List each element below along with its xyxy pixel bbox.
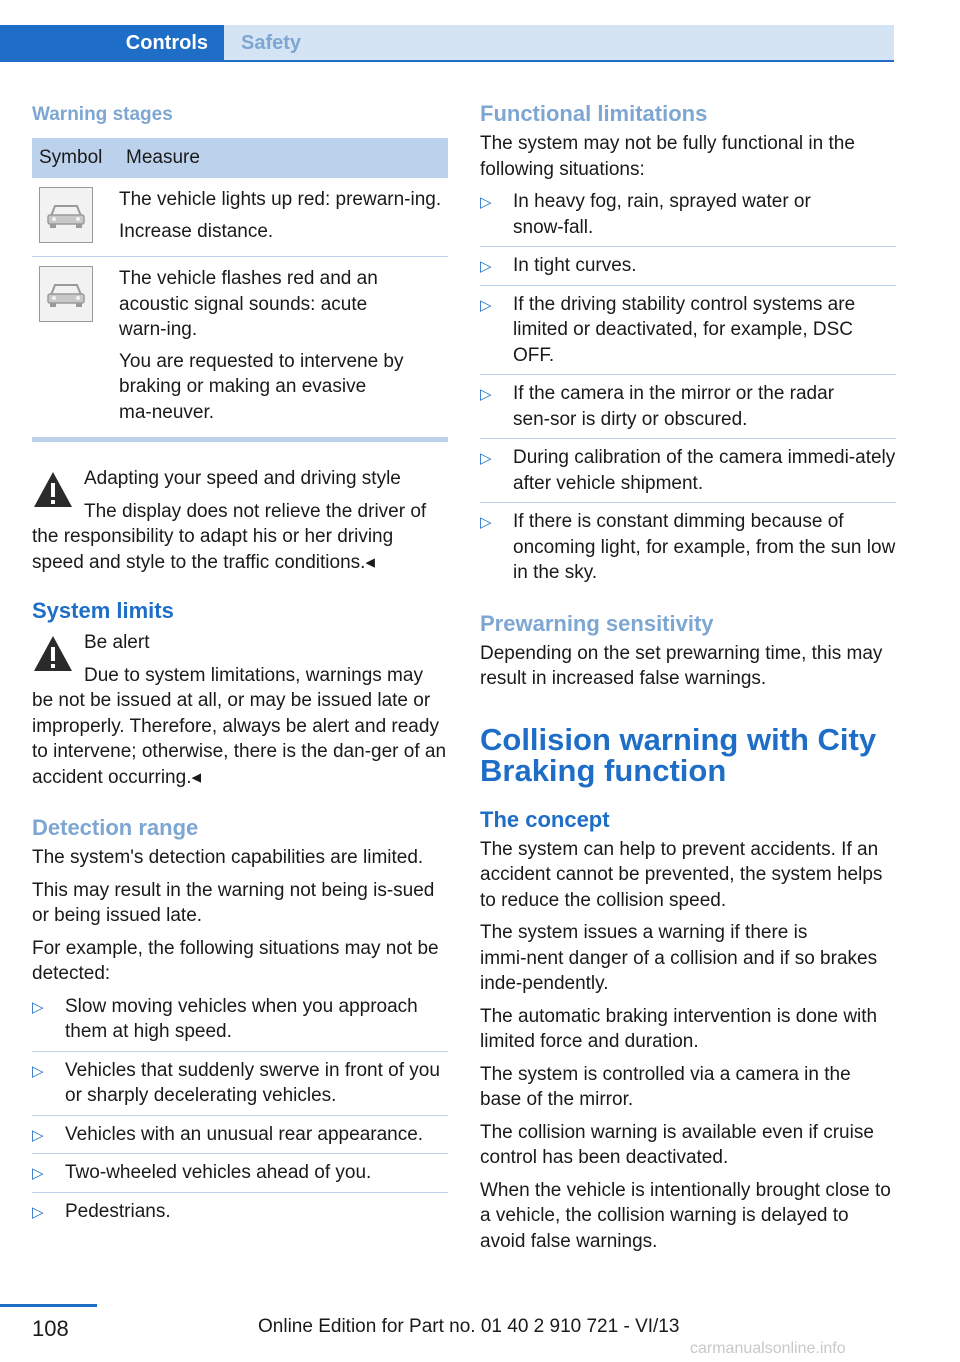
warning-body-alert: Due to system limitations, warnings may be not be issued at all, or may be issued late or improperly. Therefore, always be alert and ready to intervene; otherwise, there is the dan‑ger of an accident occurring.◂ [32,664,447,788]
collision-warning-title: Collision warning with City Braking function [480,721,877,788]
page-header [0,0,960,62]
row2-line2: You are requested to intervene by braking or making an evasive ma‑neuver. [119,350,404,423]
page-number: 108 [32,1316,69,1341]
list-item: ▷ Pedestrians. [32,1199,448,1231]
triangle-bullet-icon: ▷ [480,194,492,211]
warning-note-speed [32,466,448,575]
triangle-bullet-icon: ▷ [32,1165,44,1182]
table-row [32,178,448,257]
left-column [32,100,448,1236]
watermark: carmanualsonline.info [690,1340,846,1357]
warning-triangle-icon [32,469,74,511]
prewarning-body: Depending on the set prewarning time, this may result in increased false warnings. [480,642,883,689]
table-row [32,257,448,438]
list-item: ▷ Vehicles that suddenly swerve in front of you or sharply decelerating vehicles. [32,1058,448,1116]
warning-stages-table [32,138,448,438]
concept-paragraph: The collision warning is available even if cruise control has been deactivated. [480,1121,874,1168]
warning-body-speed: The display does not relieve the driver of the responsibility to adapt his or her driving speed and style to the traffic conditions.◂ [32,500,427,573]
warning-triangle-icon [32,633,74,675]
triangle-bullet-icon: ▷ [32,1062,44,1080]
list-item: ▷ Vehicles with an unusual rear appearance. [32,1122,448,1155]
list-item: ▷ If the camera in the mirror or the radar sen‑sor is dirty or obscured. [480,381,896,439]
functional-intro: The system may not be fully functional in the following situations: [480,133,855,180]
header-rule [0,60,894,62]
table-header-symbol: Symbol [32,138,119,178]
warning-note-alert [32,630,448,790]
detection-range-title: Detection range [32,815,199,840]
list-item: ▷ Two-wheeled vehicles ahead of you. [32,1160,448,1193]
list-item: ▷ In tight curves. [480,253,896,286]
car-warning-icon [39,187,93,243]
detection-paragraph: This may result in the warning not being is‑sued or being issued late. [32,879,435,926]
triangle-bullet-icon: ▷ [32,1126,44,1144]
prewarning-sensitivity-title: Prewarning sensitivity [480,610,714,636]
triangle-bullet-icon: ▷ [480,386,492,403]
list-item: ▷ If there is constant dimming because of oncoming light, for example, from the sun low in the sky. [480,511,896,583]
list-item: ▷ In heavy fog, rain, sprayed water or snow‑fall. [480,189,896,247]
warning-stages-title: Warning stages [32,104,173,125]
concept-paragraph: When the vehicle is intentionally brought close to a vehicle, the collision warning is delayed to avoid false warnings. [480,1179,891,1252]
concept-title: The concept [480,806,610,832]
list-item: ▷ If the driving stability control systems are limited or deactivated, for example, DSC OFF. [480,292,896,376]
triangle-bullet-icon: ▷ [32,1203,44,1221]
functional-list [480,189,896,592]
warning-title-alert: Be alert [84,632,150,653]
footer-rule [0,1304,97,1307]
triangle-bullet-icon: ▷ [32,998,44,1016]
detection-list [32,994,448,1231]
table-header-measure: Measure [119,138,448,178]
right-column [480,100,896,1261]
concept-paragraph: The system can help to prevent accidents. If an accident cannot be prevented, the system helps to reduce the collision speed. [480,838,883,911]
list-item: ▷ Slow moving vehicles when you approach them at high speed. [32,994,448,1052]
row2-line1: The vehicle flashes red and an acoustic signal sounds: acute warn‑ing. [119,268,378,340]
detection-paragraph: For example, the following situations may not be detected: [32,937,439,984]
triangle-bullet-icon: ▷ [480,450,492,467]
table-end-rule [32,438,448,442]
row1-line2: Increase distance. [119,220,274,242]
tab-controls[interactable]: Controls [0,25,224,62]
concept-paragraph: The system issues a warning if there is immi‑nent danger of a collision and if so brakes inde‑pendently. [480,922,878,994]
detection-paragraph: The system's detection capabilities are limited. [32,847,424,868]
triangle-bullet-icon: ▷ [480,514,492,531]
tab-safety[interactable]: Safety [224,25,894,62]
concept-paragraph: The system is controlled via a camera in the base of the mirror. [480,1063,851,1110]
triangle-bullet-icon: ▷ [480,296,492,314]
edition-note: Online Edition for Part no. 01 40 2 910 721 - VI/13 [258,1316,680,1337]
triangle-bullet-icon: ▷ [480,258,492,275]
warning-title-speed: Adapting your speed and driving style [84,468,401,489]
system-limits-title: System limits [32,598,174,623]
concept-paragraph: The automatic braking intervention is done with limited force and duration. [480,1005,878,1052]
car-warning-flash-icon [39,266,93,322]
list-item: ▷ During calibration of the camera immedi‑ately after vehicle shipment. [480,445,896,503]
row1-line1: The vehicle lights up red: prewarn‑ing. [119,189,442,210]
functional-limitations-title: Functional limitations [480,101,708,126]
